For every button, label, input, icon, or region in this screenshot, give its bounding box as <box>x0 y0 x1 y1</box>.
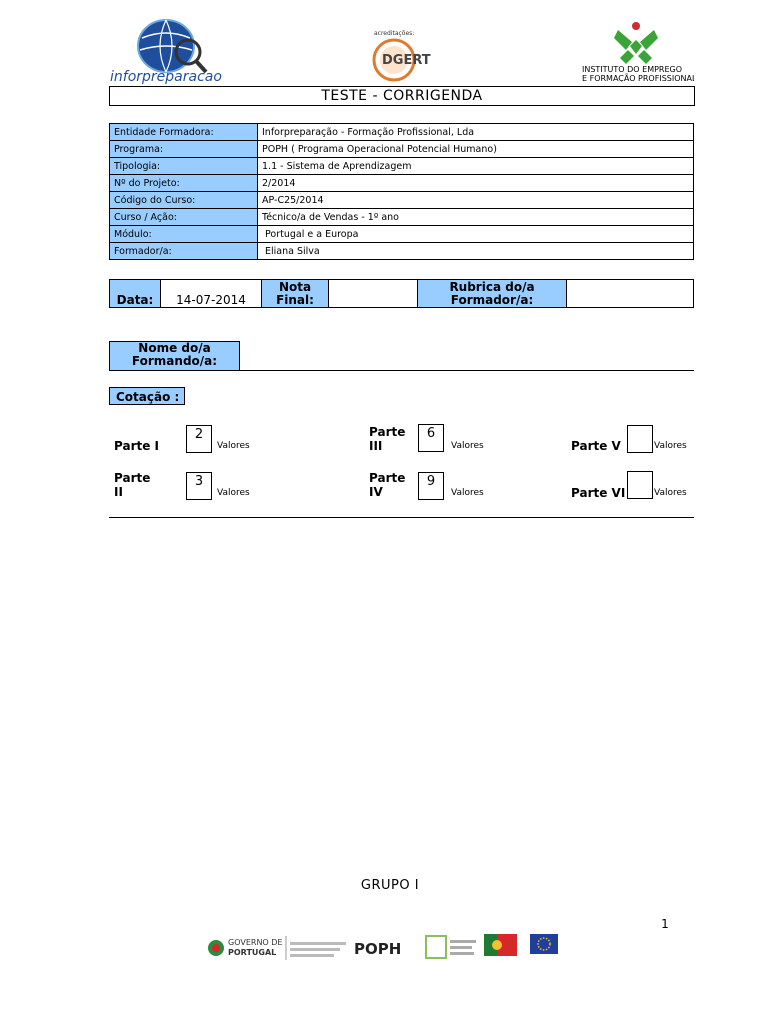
footer-logos <box>206 930 570 964</box>
parte-ii-label: Parte II <box>114 471 151 499</box>
table-row <box>110 192 694 209</box>
grade-bar <box>109 279 694 308</box>
table-row <box>110 124 694 141</box>
inforpreparacao-logo <box>108 14 230 84</box>
svg-text:GOVERNO DE: GOVERNO DE <box>228 938 283 947</box>
nome-formando-label: Nome do/a Formando/a: <box>109 341 240 371</box>
curso-value: Técnico/a de Vendas - 1º ano <box>258 209 694 226</box>
parte-iv-box[interactable]: 9 <box>418 472 444 500</box>
rubrica-label: Rubrica do/a Formador/a: <box>418 280 567 308</box>
tipologia-label: Tipologia: <box>110 158 258 175</box>
section-divider <box>109 517 694 518</box>
data-label: Data: <box>110 280 161 308</box>
table-row <box>110 158 694 175</box>
programa-label: Programa: <box>110 141 258 158</box>
parte-i-label: Parte I <box>114 439 160 453</box>
entidade-label: Entidade Formadora: <box>110 124 258 141</box>
curso-label: Curso / Ação: <box>110 209 258 226</box>
qren-logo <box>426 936 476 958</box>
svg-text:inforpreparacao: inforpreparacao <box>110 69 222 84</box>
svg-text:INSTITUTO DO EMPREGO: INSTITUTO DO EMPREGO <box>582 65 683 74</box>
nome-formando-line[interactable] <box>109 370 694 371</box>
svg-text:acreditações:: acreditações: <box>374 30 415 37</box>
nota-final-field[interactable] <box>329 280 418 308</box>
parte-iv-label: Parte IV <box>369 471 406 499</box>
table-row <box>110 243 694 260</box>
nota-final-label: Nota Final: <box>262 280 329 308</box>
formador-label: Formador/a: <box>110 243 258 260</box>
parte-v-box[interactable] <box>627 425 653 453</box>
svg-text:DGERT: DGERT <box>382 53 431 68</box>
cotacao-label: Cotação : <box>109 387 185 405</box>
eu-flag-icon <box>530 934 558 954</box>
parte-i-box[interactable]: 2 <box>186 425 212 453</box>
parte-iii-unit: Valores <box>451 441 484 451</box>
table-row <box>110 175 694 192</box>
page-number: 1 <box>661 917 669 931</box>
entidade-value: Inforpreparação - Formação Profissional, Lda <box>258 124 694 141</box>
parte-ii-box[interactable]: 3 <box>186 472 212 500</box>
projeto-label: Nº do Projeto: <box>110 175 258 192</box>
info-table <box>109 123 694 260</box>
parte-vi-label: Parte VI <box>571 486 626 500</box>
parte-v-unit: Valores <box>654 441 687 451</box>
portugal-flag-icon <box>484 934 517 956</box>
grupo-heading: GRUPO I <box>360 878 420 893</box>
dgert-logo <box>368 28 454 84</box>
parte-v-label: Parte V <box>571 439 621 453</box>
iefp-logo <box>576 20 694 82</box>
parte-iii-box[interactable]: 6 <box>418 424 444 452</box>
svg-text:PORTUGAL: PORTUGAL <box>228 948 277 957</box>
parte-iv-unit: Valores <box>451 488 484 498</box>
svg-text:POPH: POPH <box>354 940 402 958</box>
table-row <box>110 226 694 243</box>
poph-logo <box>354 940 401 958</box>
parte-iii-label: Parte III <box>369 425 406 453</box>
globe-icon <box>108 14 230 84</box>
parte-vi-box[interactable] <box>627 471 653 499</box>
codigo-label: Código do Curso: <box>110 192 258 209</box>
svg-text:E FORMAÇÃO PROFISSIONAL: E FORMAÇÃO PROFISSIONAL <box>582 74 694 82</box>
modulo-label: Módulo: <box>110 226 258 243</box>
tipologia-value: 1.1 - Sistema de Aprendizagem <box>258 158 694 175</box>
parte-ii-unit: Valores <box>217 488 250 498</box>
data-value: 14-07-2014 <box>161 280 262 308</box>
formador-value: Eliana Silva <box>258 243 694 260</box>
parte-i-unit: Valores <box>217 441 250 451</box>
document-title: TESTE - CORRIGENDA <box>109 86 695 106</box>
table-row <box>110 209 694 226</box>
governo-portugal-logo <box>208 938 282 957</box>
table-row <box>110 141 694 158</box>
codigo-value: AP-C25/2014 <box>258 192 694 209</box>
projeto-value: 2/2014 <box>258 175 694 192</box>
modulo-value: Portugal e a Europa <box>258 226 694 243</box>
parte-vi-unit: Valores <box>654 488 687 498</box>
rubrica-field[interactable] <box>567 280 694 308</box>
programa-value: POPH ( Programa Operacional Potencial Humano) <box>258 141 694 158</box>
